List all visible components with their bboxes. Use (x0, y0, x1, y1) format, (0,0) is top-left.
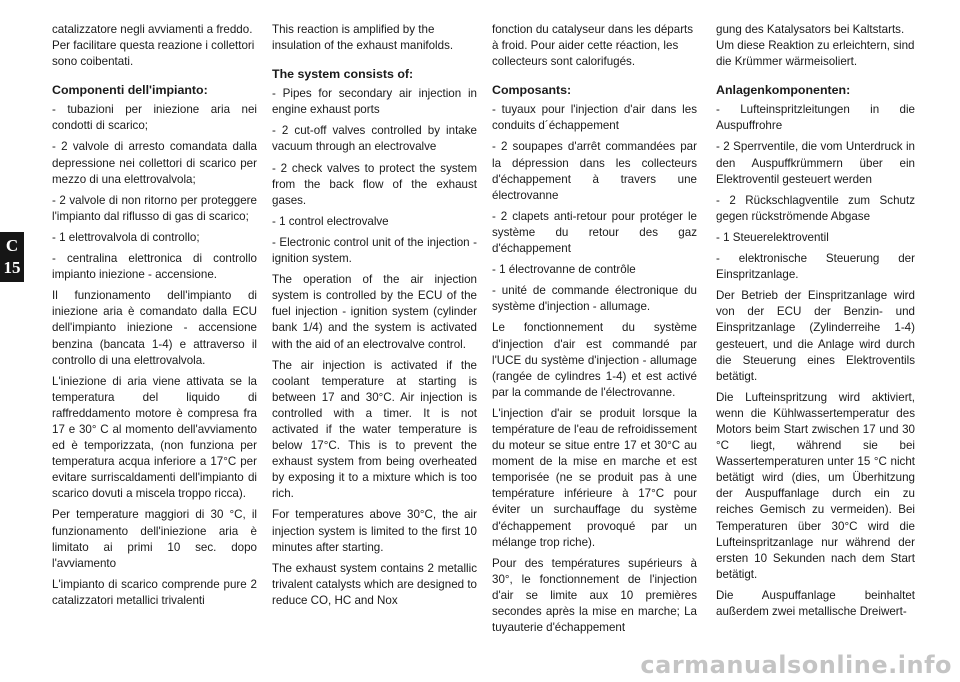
column-lead: This reaction is amplified by the insulation of the exhaust manifolds. (272, 23, 454, 53)
section-tab-number: 15 (3, 258, 21, 277)
paragraph: Le fonctionnement du système d'injection d'air est commandé par l'UCE du système d'injection - allumage (rangée de cylindres 1-4) et est activé par la commande de l'électrovanne. (492, 321, 697, 399)
paragraph: Der Betrieb der Einspritzanlage wird von der ECU der Benzin- und Einspritzanlage (Zylinderreihe 1-4) gesteuert, und die Anlage wird durch die Steuerung eines Elektroventils betätigt. (716, 289, 915, 383)
paragraph: Per temperature maggiori di 30 °C, il funzionamento dell'iniezione aria è limitato ai primi 10 sec. dopo l'avviamento (52, 508, 257, 570)
paragraph: - 1 elettrovalvola di controllo; (52, 230, 200, 244)
watermark: carmanualsonline.info (640, 651, 952, 679)
paragraph: - elektronische Steuerung der Einspritzanlage. (716, 252, 915, 282)
paragraph: - 2 check valves to protect the system from the back flow of the exhaust gases. (272, 161, 477, 207)
column-heading: Composants: (492, 83, 572, 98)
column-heading: Anlagenkomponenten: (716, 83, 851, 98)
paragraph: Il funzionamento dell'impianto di iniezione aria è comandato dalla ECU dell'impianto iniezione - accensione benzina (bancata 1-4) e attraverso il controllo di una elettrovalvola. (52, 289, 257, 367)
column-heading: The system consists of: (272, 67, 414, 82)
paragraph: - 2 valvole di non ritorno per proteggere l'impianto dal riflusso di gas di scarico; (52, 193, 257, 223)
paragraph: - 1 Steuerelektroventil (716, 230, 829, 244)
column-english (272, 22, 477, 614)
paragraph: - tubazioni per iniezione aria nei condotti di scarico; (52, 103, 257, 133)
paragraph: - Lufteinspritzleitungen in die Auspuffrohre (716, 103, 915, 133)
paragraph: Die Auspuffanlage beinhaltet außerdem zwei metallische Dreiwert- (716, 588, 915, 618)
paragraph: L'injection d'air se produit lorsque la température de l'eau de refroidissement du moteur se situe entre 17 et 30°C au moment de la mise en marche et est temporisée (ne se produit pas à une température inférieure à 17°C pour éviter un surchauffage du système d'échappement provoqué par un mélange trop riche). (492, 406, 697, 549)
paragraph: L'iniezione di aria viene attivata se la temperatura del liquido di raffreddamento motore è compresa fra 17 e 30° C al momento dell'avviamento ed è temporizzata, (non funziona per temperatura acqua inferiore a 17°C per evitare surriscaldamenti dell'impianto di scarico dovuti a miscela troppo ricca). (52, 374, 257, 501)
paragraph: - 2 valvole di arresto comandata dalla depressione nei collettori di scarico per mezzo di una elettrovalvola; (52, 140, 257, 186)
paragraph: Pour des températures supérieurs à 30°, le fonctionnement de l'injection d'air se limite aux 10 premières secondes après la mise en marche; La tuyauterie d'échappement (492, 556, 697, 635)
section-tab-letter: C (5, 236, 19, 255)
paragraph: - 2 soupapes d'arrêt commandées par la dépression dans les collecteurs d'échappement à travers une électrovanne (492, 140, 697, 202)
paragraph: The operation of the air injection system is controlled by the ECU of the fuel injection - ignition system (cylinder bank 1/4) and the system is activated with the aid of an electrovalve control. (272, 273, 477, 351)
column-italian (52, 22, 257, 614)
paragraph: For temperatures above 30°C, the air injection system is limited to the first 10 minutes after starting. (272, 508, 477, 554)
paragraph: - 2 cut-off valves controlled by intake vacuum through an electrovalve (272, 124, 477, 154)
paragraph: The air injection is activated if the coolant temperature at starting is between 17 and 30°C. Air injection is controlled with a timer. It is not activated if the water temperature is below 17°C. This is to prevent the exhaust system from being overheated by exposing it to a mixture which is too rich. (272, 358, 477, 501)
paragraph: - 2 Rückschlagventile zum Schutz gegen rückströmende Abgase (716, 193, 915, 223)
column-french (492, 22, 697, 641)
column-lead: fonction du catalyseur dans les départs à froid. Pour aider cette réaction, les collecteurs sont calorifugés. (492, 23, 694, 69)
column-lead: catalizzatore negli avviamenti a freddo. Per facilitare questa reazione i collettori sono coibentati. (52, 23, 255, 69)
paragraph: L'impianto di scarico comprende pure 2 catalizzatori metallici trivalenti (52, 577, 257, 607)
paragraph: The exhaust system contains 2 metallic trivalent catalysts which are designed to reduce CO, HC and Nox (272, 561, 477, 607)
paragraph: - tuyaux pour l'injection d'air dans les conduits d´échappement (492, 103, 697, 133)
column-lead: gung des Katalysators bei Kaltstarts. Um diese Reaktion zu erleichtern, sind die Krümmer wärmeisoliert. (716, 23, 915, 69)
paragraph: - Electronic control unit of the injection - ignition system. (272, 235, 477, 266)
column-german (716, 22, 915, 625)
column-heading: Componenti dell'impianto: (52, 83, 208, 98)
paragraph: - 1 électrovanne de contrôle (492, 263, 636, 277)
paragraph: - unité de commande électronique du système d'injection - allumage. (492, 284, 697, 314)
paragraph: - centralina elettronica di controllo impianto iniezione - accensione. (52, 252, 257, 282)
paragraph: - 2 clapets anti-retour pour protéger le système du retour des gaz d'échappement (492, 209, 697, 256)
paragraph: - 1 control electrovalve (272, 214, 389, 228)
paragraph: Die Lufteinspritzung wird aktiviert, wenn die Kühlwassertemperatur des Motors beim Start zwischen 17 und 30 °C liegt, während sie bei Wassertemperaturen unter 15 °C nicht betätigt wird (dies, um Überhitzung der Auspuffanlage durch ein zu reiches Gemisch zu vermeiden). Bei Temperaturen über 30°C wird die Lufteinspritzanlage nur während der ersten 10 Sekunden nach dem Start betätigt. (716, 390, 915, 581)
paragraph: - Pipes for secondary air injection in engine exhaust ports (272, 87, 477, 117)
paragraph: - 2 Sperrventile, die vom Unterdruck in den Auspuffkrümmern über ein Elektroventil gesteuert werden (716, 140, 915, 186)
section-tab (0, 232, 24, 282)
